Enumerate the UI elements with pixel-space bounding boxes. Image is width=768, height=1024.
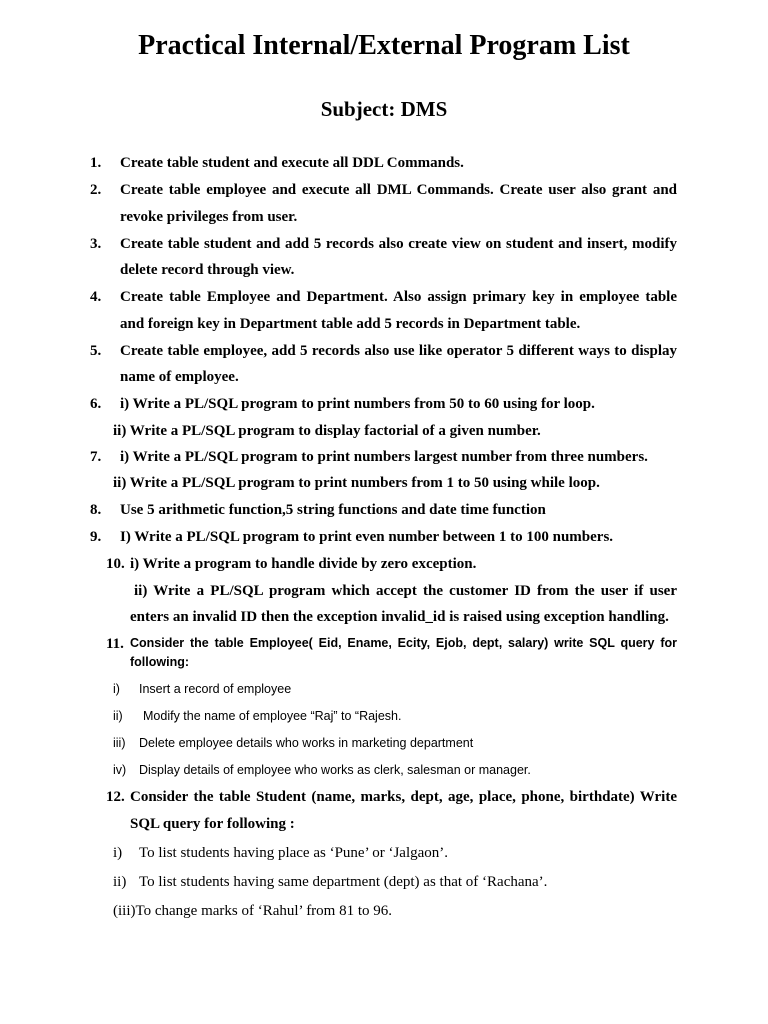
page-title: Practical Internal/External Program List [138,30,630,61]
sub-item-text: Insert a record of employee [139,682,292,696]
sub-item-text: Display details of employee who works as clerk, salesman or manager. [139,763,531,777]
list-item-text: ii) Write a PL/SQL program to print numbers from 1 to 50 using while loop. [113,475,600,491]
list-number: 3. [90,236,102,252]
list-item-text: Create table employee and execute all DML Commands. Create user also grant and [120,182,677,198]
list-number: 7. [90,449,102,465]
sub-item-text: To list students having same department (dept) as that of ‘Rachana’. [139,874,548,890]
sub-item-text: Delete employee details who works in marketing department [139,736,474,750]
list-item-text: Consider the table Student (name, marks, dept, age, place, phone, birthdate) Write [130,789,677,805]
list-number: 2. [90,182,102,198]
list-item-text: i) Write a PL/SQL program to print numbers from 50 to 60 using for loop. [120,396,595,412]
sub-item-marker: i) [113,845,123,861]
sub-item-marker: iv) [113,763,127,777]
list-number: 6. [90,396,102,412]
list-item-text: Create table student and add 5 records also create view on student and insert, modify [120,236,677,252]
list-item-text: enters an invalid ID then the exception invalid_id is raised using exception handling. [130,609,669,625]
list-item-text: name of employee. [120,369,239,385]
list-item-text: Use 5 arithmetic function,5 string functions and date time function [120,502,546,518]
sub-item-marker: i) [113,682,120,696]
sub-item-marker: iii) [113,736,126,750]
list-item-text: i) Write a PL/SQL program to print numbers largest number from three numbers. [120,449,648,465]
list-number: 9. [90,529,102,545]
list-item-text: following: [130,655,190,669]
list-item-text: i) Write a program to handle divide by zero exception. [130,556,477,572]
page-subtitle: Subject: DMS [320,97,448,121]
sub-item-text: Modify the name of employee “Raj” to “Rajesh. [143,709,402,723]
list-number: 5. [90,343,102,359]
list-item-text: Create table employee, add 5 records also use like operator 5 different ways to display [120,343,677,359]
sub-item-marker: ii) [113,709,123,723]
list-number: 8. [90,502,102,518]
list-item-text: I) Write a PL/SQL program to print even number between 1 to 100 numbers. [120,529,614,545]
list-item-text: Create table student and execute all DDL Commands. [120,155,464,171]
list-number: 12. [106,789,125,805]
list-item-text: delete record through view. [120,262,295,278]
list-item-text: revoke privileges from user. [120,209,298,225]
sub-item-marker: ii) [113,874,127,890]
list-item-text: Consider the table Employee( Eid, Ename, Ecity, Ejob, dept, salary) write SQL query for [130,636,677,650]
list-item-text: and foreign key in Department table add 5 records in Department table. [120,316,581,332]
list-number: 1. [90,155,102,171]
sub-item-text: (iii)To change marks of ‘Rahul’ from 81 to 96. [113,903,393,919]
list-number: 10. [106,556,125,572]
sub-item-text: To list students having place as ‘Pune’ or ‘Jalgaon’. [139,845,449,861]
list-item-text: ii) Write a PL/SQL program which accept the customer ID from the user if user [134,583,677,599]
list-item-text: ii) Write a PL/SQL program to display factorial of a given number. [113,423,541,439]
list-item-text: Create table Employee and Department. Also assign primary key in employee table [120,289,677,305]
list-number: 11. [106,636,124,652]
list-item-text: SQL query for following : [130,816,295,832]
list-number: 4. [90,289,102,305]
